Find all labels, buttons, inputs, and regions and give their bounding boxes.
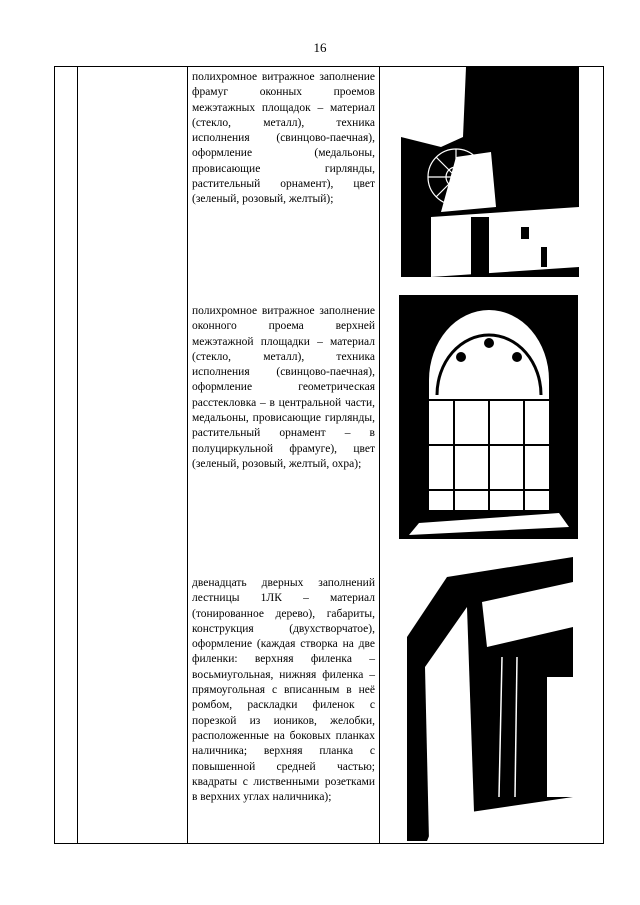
stained-glass-window-photo bbox=[401, 67, 579, 277]
description-text: двенадцать дверных заполнений лестницы 1ЛК – материал (тонированное дерево), габариты, конструкция (двухстворчатое), оформление (каждая створка на две филенки: верхняя филенка – восьмиугольная, нижняя филенка – прямоугольная с вписанным в неё ромбом, раскладки филенок с порезкой из иоников, желобки, расположенные на боковых планках наличника; верхняя планка с повышенной средней частью; квадраты с лиственными розетками в верхних углах наличника); bbox=[192, 577, 375, 804]
number-column bbox=[55, 67, 78, 844]
document-table bbox=[54, 66, 604, 844]
page-number: 16 bbox=[313, 40, 327, 55]
description-item bbox=[188, 67, 379, 296]
description-item bbox=[188, 296, 379, 572]
description-item bbox=[188, 572, 379, 805]
description-text: полихромное витражное заполнение оконного проема верхней межэтажной площадки – материал (стекло, металл), техника исполнения (свинцово-паечная), оформление геометрическая расстекловка – в центральной части, медальоны, провисающие гирлянды, растительный орнамент – в полуциркульной фрамуге), цвет (зеленый, розовый, желтый, охра); bbox=[192, 305, 375, 470]
description-text: полихромное витражное заполнение фрамуг оконных проемов межэтажных площадок – материал (стекло, металл), техника исполнения (свинцово-паечная), оформление (медальоны, провисающие гирлянды, растительный орнамент), цвет (зеленый, розовый, желтый); bbox=[192, 71, 375, 206]
object-column bbox=[78, 67, 188, 844]
photo-column bbox=[380, 67, 604, 844]
door-photo bbox=[407, 557, 573, 841]
arched-window-photo bbox=[399, 295, 578, 539]
description-column bbox=[188, 67, 380, 844]
table-row bbox=[55, 67, 604, 844]
